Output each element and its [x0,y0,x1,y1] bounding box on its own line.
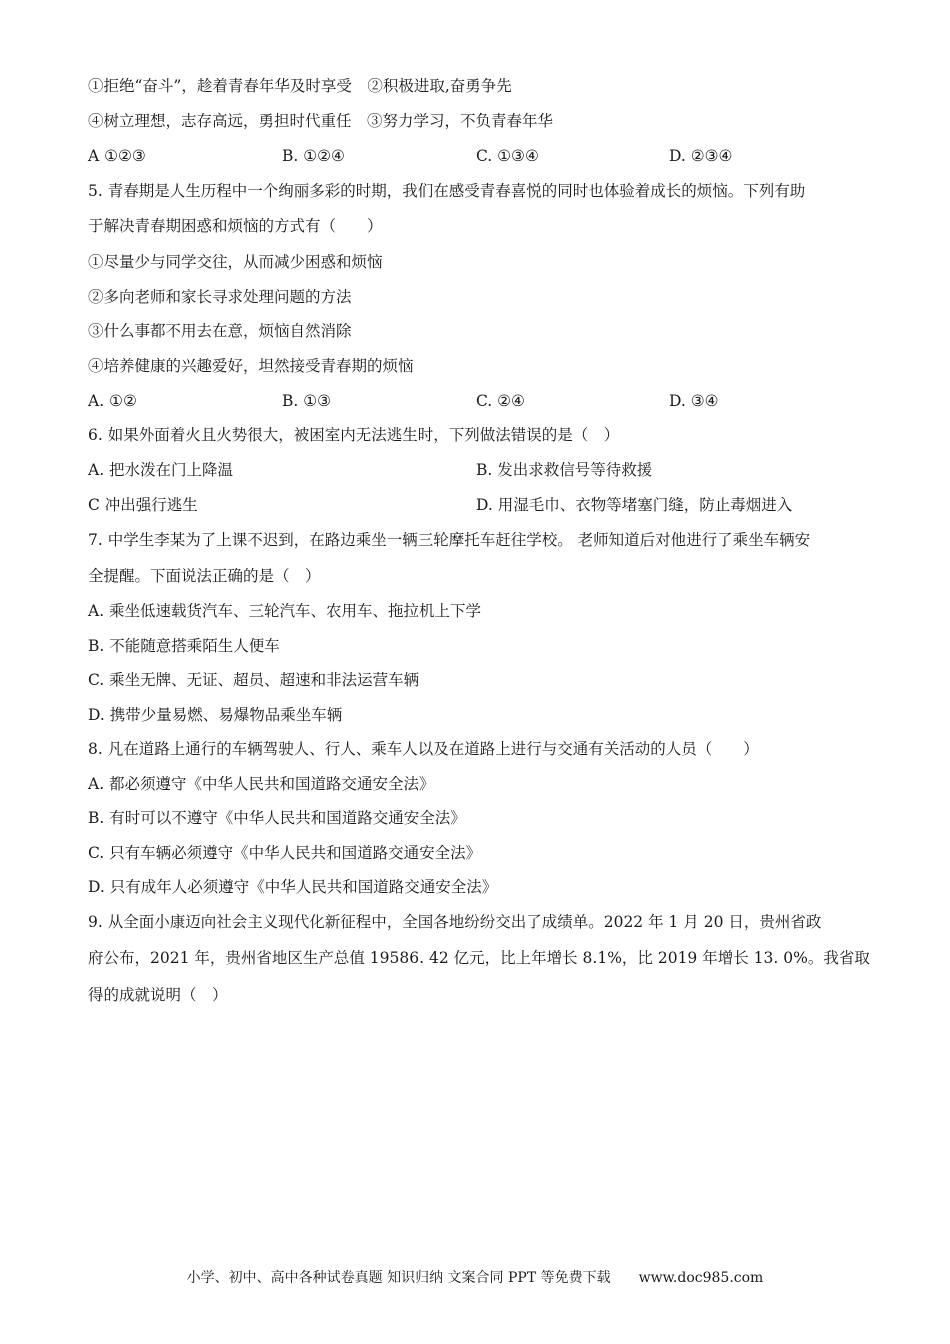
q7-stem-line-2: 全提醒。下面说法正确的是（ ） [88,567,321,585]
q5-item-1: ①尽量少与同学交往，从而减少困惑和烦恼 [88,253,383,271]
q8-option-c: C. 只有车辆必须遵守《中华人民共和国道路交通安全法》 [88,844,482,862]
q9-stem-line-3: 得的成就说明（ ） [88,986,228,1004]
q4-option-a: A ①②③ [88,147,146,165]
q4-option-d: D. ②③④ [669,147,733,165]
q8-option-a: A. 都必须遵守《中华人民共和国道路交通安全法》 [88,775,435,793]
q5-stem-line-2: 于解决青春期困惑和烦恼的方式有（ ） [88,217,383,235]
q4-option-c: C. ①③④ [476,147,539,165]
q5-stem-line-1: 5. 青春期是人生历程中一个绚丽多彩的时期，我们在感受青春喜悦的同时也体验着成长的烦恼。下列有助 [88,182,806,200]
q6-option-a: A. 把水泼在门上降温 [88,461,234,479]
q6-option-c: C 冲出强行逃生 [88,496,198,514]
q7-option-a: A. 乘坐低速载货汽车、三轮汽车、农用车、拖拉机上下学 [88,602,482,620]
q7-stem-line-1: 7. 中学生李某为了上课不迟到，在路边乘坐一辆三轮摩托车赶往学校。 老师知道后对他进行了乘坐车辆安 [88,531,811,549]
q9-stem-line-2: 府公布，2021 年，贵州省地区生产总值 19586. 42 亿元，比上年增长 8.1%，比 2019 年增长 13. 0%。我省取 [88,949,870,967]
q4-statement-line-1: ①拒绝“奋斗”，趁着青春年华及时享受 ②积极进取,奋勇争先 [88,77,512,95]
q4-option-b: B. ①②④ [282,147,345,165]
q6-option-d: D. 用湿毛巾、衣物等堵塞门缝，防止毒烟进入 [476,496,793,514]
q8-option-b: B. 有时可以不遵守《中华人民共和国道路交通安全法》 [88,809,466,827]
q9-stem-line-1: 9. 从全面小康迈向社会主义现代化新征程中，全国各地纷纷交出了成绩单。2022 年 1 月 20 日，贵州省政 [88,913,822,931]
q5-option-d: D. ③④ [669,392,719,410]
page-footer: 小学、初中、高中各种试卷真题 知识归纳 文案合同 PPT 等免费下载 www.doc985.com [186,1270,764,1286]
q5-option-c: C. ②④ [476,392,525,410]
q6-option-b: B. 发出求救信号等待救援 [476,461,653,479]
q8-option-d: D. 只有成年人必须遵守《中华人民共和国道路交通安全法》 [88,878,498,896]
q6-stem: 6. 如果外面着火且火势很大，被困室内无法逃生时，下列做法错误的是（ ） [88,426,620,444]
q7-option-d: D. 携带少量易燃、易爆物品乘坐车辆 [88,706,343,724]
q5-item-2: ②多向老师和家长寻求处理问题的方法 [88,288,352,306]
q7-option-c: C. 乘坐无牌、无证、超员、超速和非法运营车辆 [88,671,420,689]
q8-stem: 8. 凡在道路上通行的车辆驾驶人、行人、乘车人以及在道路上进行与交通有关活动的人员（ ） [88,740,759,758]
q5-option-b: B. ①③ [282,392,332,410]
q5-item-3: ③什么事都不用去在意，烦恼自然消除 [88,322,352,340]
q7-option-b: B. 不能随意搭乘陌生人便车 [88,637,280,655]
q5-option-a: A. ①② [88,392,137,410]
q5-item-4: ④培养健康的兴趣爱好，坦然接受青春期的烦恼 [88,357,414,375]
q4-statement-line-2: ④树立理想，志存高远，勇担时代重任 ③努力学习，不负青春年华 [88,112,554,130]
